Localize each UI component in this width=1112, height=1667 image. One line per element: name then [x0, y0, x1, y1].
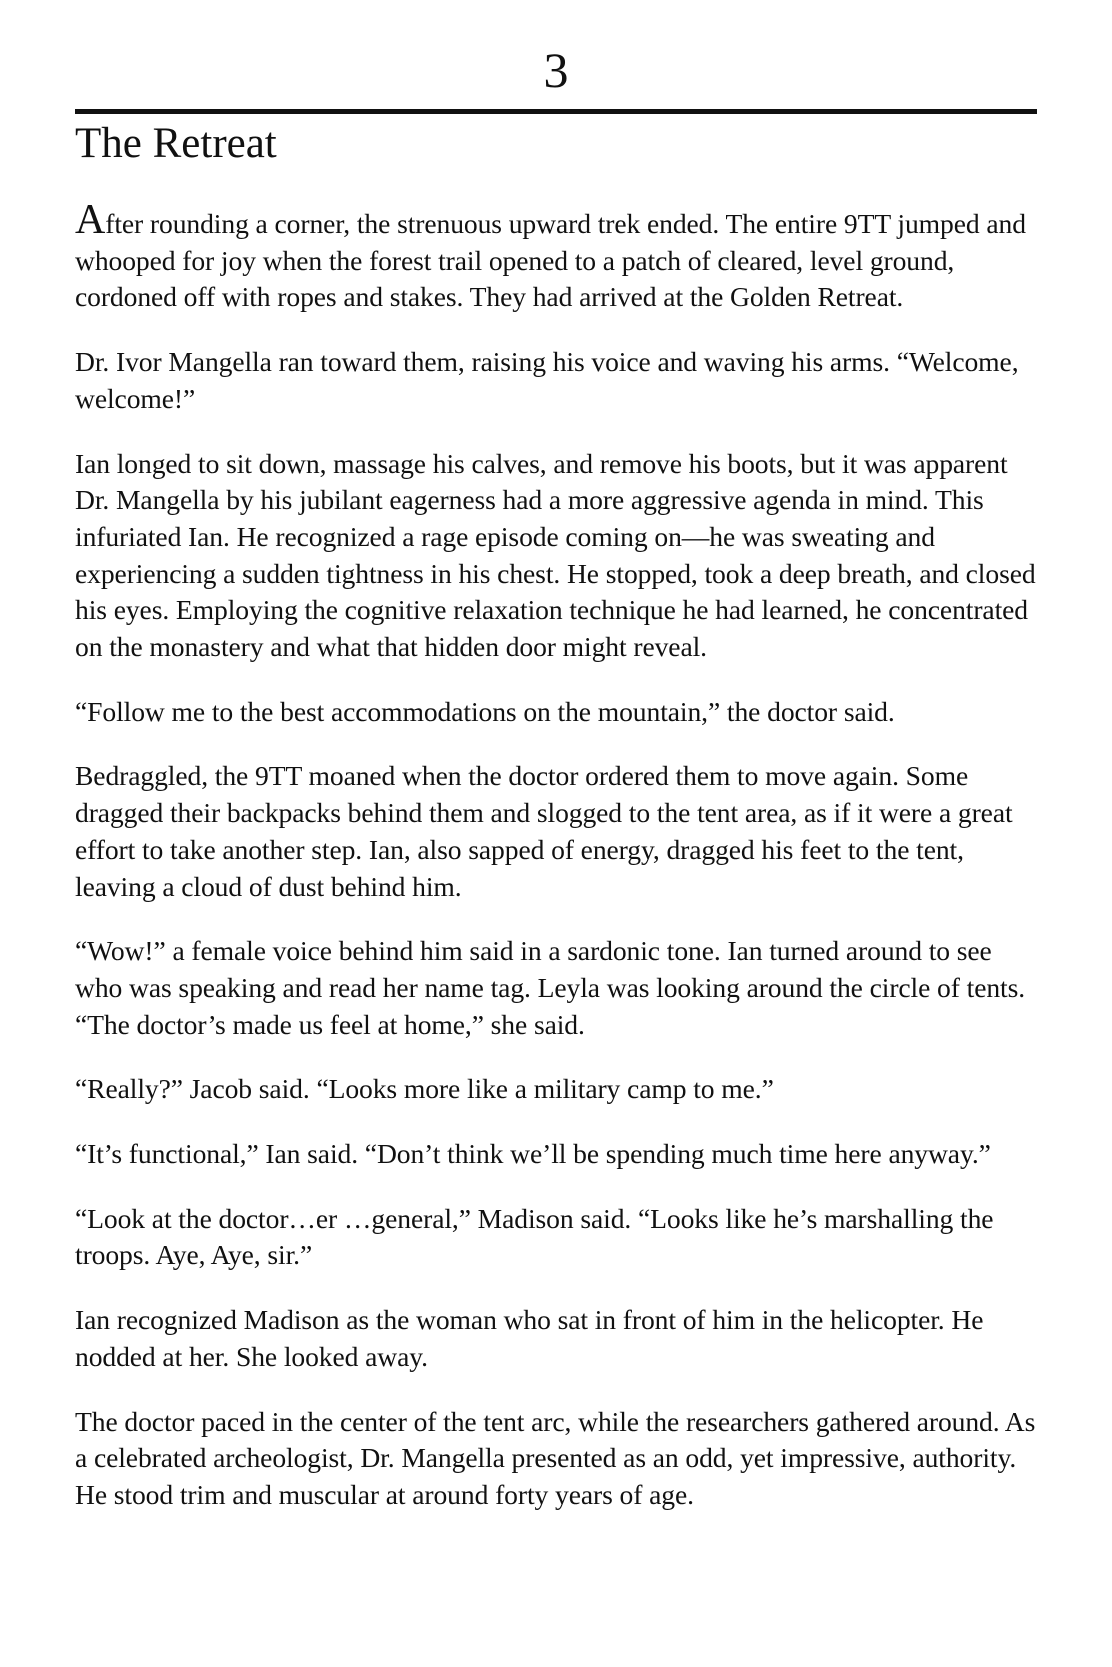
paragraph-1-text: fter rounding a corner, the strenuous upward trek ended. The entire 9TT jumped and whooped for joy when the forest trail opened to a patch of cleared, level ground, cordoned off with ropes and stakes. They had arrived at the Golden Retreat.: [75, 208, 1026, 313]
paragraph-6: “Wow!” a female voice behind him said in a sardonic tone. Ian turned around to see who was speaking and read her name tag. Leyla was looking around the circle of tents. “The doctor’s made us feel at home,” she said.: [75, 935, 1026, 1040]
paragraph-11: The doctor paced in the center of the tent arc, while the researchers gathered around. As a celebrated archeologist, Dr. Mangella presented as an odd, yet impressive, authority. He stood trim and muscular at around forty years of age.: [75, 1405, 1036, 1510]
paragraph-10: Ian recognized Madison as the woman who sat in front of him in the helicopter. He nodded at her. She looked away.: [75, 1304, 984, 1372]
chapter-title: The Retreat: [75, 120, 277, 167]
paragraph-9: “Look at the doctor…er …general,” Madison said. “Looks like he’s marshalling the troops. Aye, Aye, sir.”: [75, 1202, 994, 1271]
paragraph-4: “Follow me to the best accommodations on the mountain,” the doctor said.: [75, 695, 895, 727]
paragraph-2: Dr. Ivor Mangella ran toward them, raising his voice and waving his arms. “Welcome, welcome!”: [75, 346, 1019, 414]
paragraph-8: “It’s functional,” Ian said. “Don’t think we’ll be spending much time here anyway.”: [75, 1138, 991, 1170]
paragraph-1: [75, 197, 1037, 316]
chapter-body: [75, 197, 1037, 1542]
drop-cap-letter: A: [75, 197, 106, 243]
paragraph-3: Ian longed to sit down, massage his calves, and remove his boots, but it was apparent Dr. Mangella by his jubilant eagerness had a more aggressive agenda in mind. This infuriated Ian. He recognized a rage episode coming on—he was sweating and experiencing a sudden tightness in his chest. He stopped, took a deep breath, and closed his eyes. Employing the cognitive relaxation technique he had learned, he concentrated on the monastery and what that hidden door might reveal.: [75, 447, 1036, 663]
chapter-number: 3: [543, 42, 569, 98]
paragraph-7: “Really?” Jacob said. “Looks more like a military camp to me.”: [75, 1073, 774, 1105]
chapter-divider: [75, 109, 1037, 114]
paragraph-5: Bedraggled, the 9TT moaned when the doctor ordered them to move again. Some dragged their backpacks behind them and slogged to the tent area, as if it were a great effort to take another step. Ian, also sapped of energy, dragged his feet to the tent, leaving a cloud of dust behind him.: [75, 760, 1013, 902]
